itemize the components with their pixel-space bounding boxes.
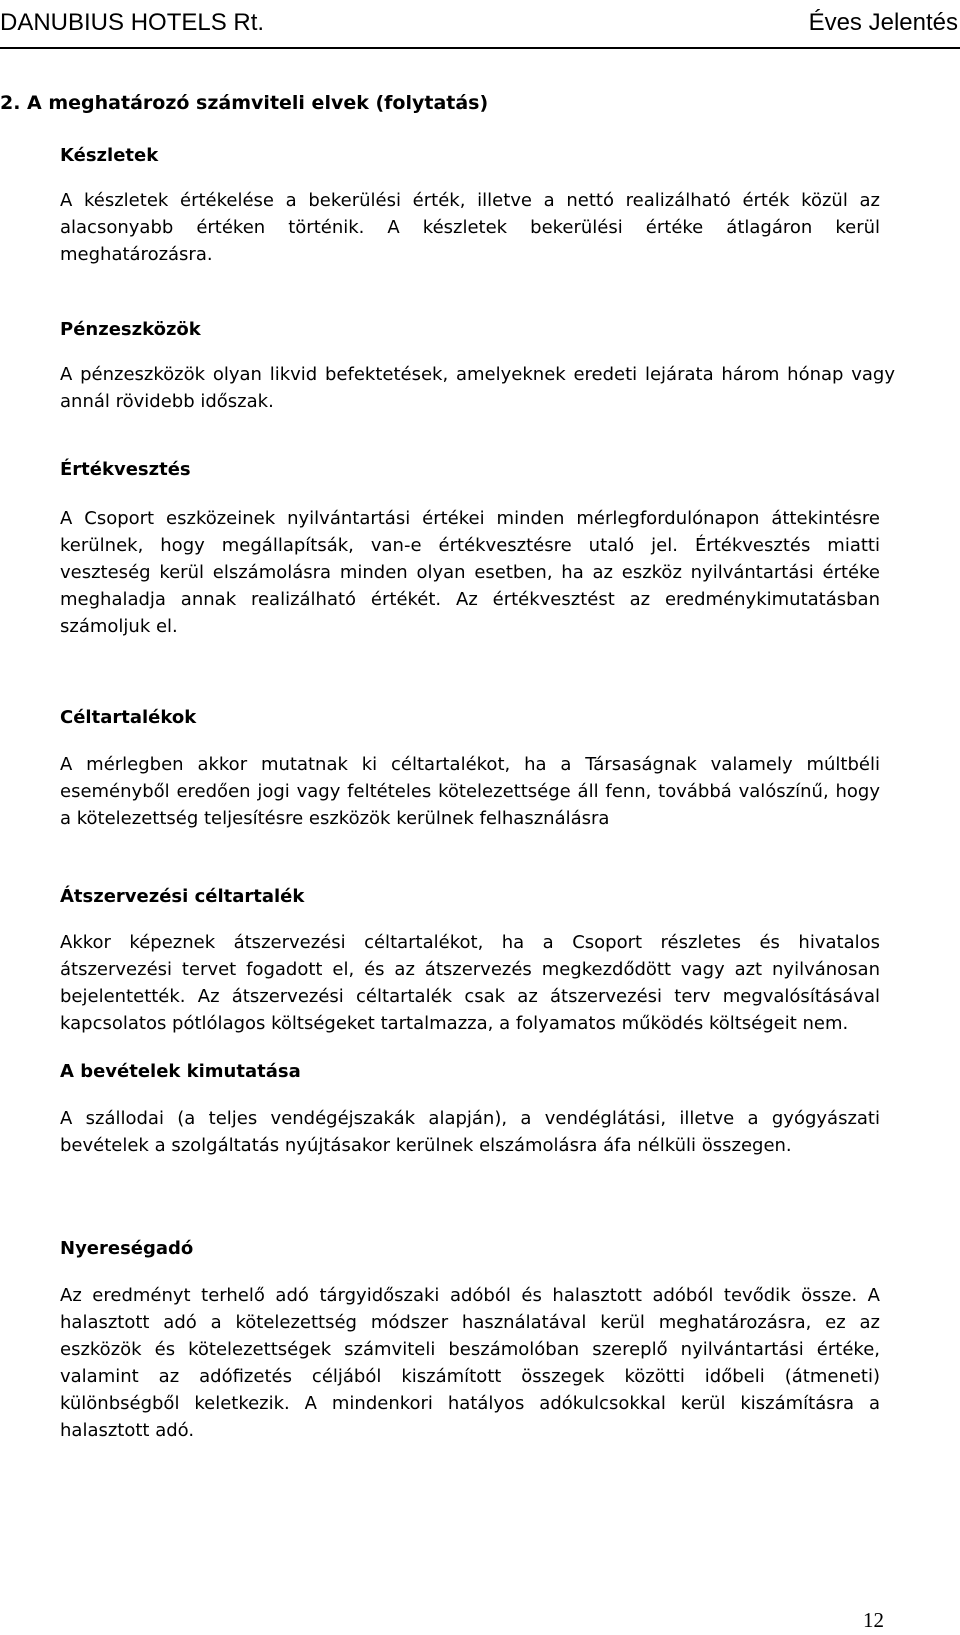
document-title: 2. A meghatározó számviteli elvek (folytatás) <box>0 92 489 114</box>
page-number: 12 <box>863 1608 884 1632</box>
section-body: A pénzeszközök olyan likvid befektetések, amelyeknek eredeti lejárata három hónap vagy annál rövidebb időszak. <box>60 364 895 412</box>
report-title: Éves Jelentés <box>808 9 958 36</box>
section-body: A készletek értékelése a bekerülési érték, illetve a nettó realizálható érték közül az alacsonyabb értéken történik. A készletek bekerülési értéke átlagáron kerül meghatározásra. <box>60 190 880 265</box>
section-heading: Átszervezési céltartalék <box>60 886 305 907</box>
section-celtartalekok <box>60 704 880 832</box>
section-body: A Csoport eszközeinek nyilvántartási értékei minden mérlegfordulónapon áttekintésre kerülnek, hogy megállapítsák, van-e értékvesztésre utaló jel. Értékvesztés miatti veszteség kerül elszámolásra minden olyan esetben, ha az eszköz nyilvántartási értéke meghaladja annak realizálható értékét. Az értékvesztést az eredménykimutatásban számoljuk el. <box>60 508 880 637</box>
section-ertekvesztes <box>60 456 880 640</box>
section-atszervezesi-celtartalek <box>60 883 880 1037</box>
section-heading: Nyereségadó <box>60 1238 194 1259</box>
section-heading: Pénzeszközök <box>60 319 201 340</box>
section-heading: Készletek <box>60 145 159 166</box>
section-penzeszkozok <box>60 316 895 415</box>
section-body: Az eredményt terhelő adó tárgyidőszaki adóból és halasztott adóból tevődik össze. A halasztott adó a kötelezettség módszer használatával kerül meghatározásra, ez az eszközök és kötelezettségek számviteli beszámolóban szereplő nyilvántartási értéke, valamint az adófizetés céljából kiszámított összegek közötti időbeli (átmeneti) különbségből keletkezik. A mindenkori hatályos adókulcsokkal kerül kiszámításra a halasztott adó. <box>60 1285 880 1441</box>
section-heading: Céltartalékok <box>60 707 197 728</box>
section-bevetelek-kimutatasa <box>60 1058 880 1159</box>
section-nyeresegado <box>60 1235 880 1444</box>
section-heading: A bevételek kimutatása <box>60 1061 301 1082</box>
section-heading: Értékvesztés <box>60 459 191 480</box>
section-body: Akkor képeznek átszervezési céltartalékot, ha a Csoport részletes és hivatalos átszervezési tervet fogadott el, és az átszervezés megkezdődött vagy azt nyilvánosan bejelentették. Az átszervezési céltartalék csak az átszervezési terv megvalósításával kapcsolatos pótlólagos költségeket tartalmazza, a folyamatos működés költségeit nem. <box>60 932 880 1034</box>
section-body: A mérlegben akkor mutatnak ki céltartalékot, ha a Társaságnak valamely múltbéli eseményből eredően jogi vagy feltételes kötelezettsége áll fenn, továbbá valószínű, hogy a kötelezettség teljesítésre eszközök kerülnek felhasználásra <box>60 754 880 829</box>
section-body: A szállodai (a teljes vendégéjszakák alapján), a vendéglátási, illetve a gyógyászati bevételek a szolgáltatás nyújtásakor kerülnek elszámolásra áfa nélküli összegen. <box>60 1108 880 1156</box>
company-name: DANUBIUS HOTELS Rt. <box>0 9 265 36</box>
page-header <box>0 3 960 49</box>
section-keszletek <box>60 142 880 268</box>
